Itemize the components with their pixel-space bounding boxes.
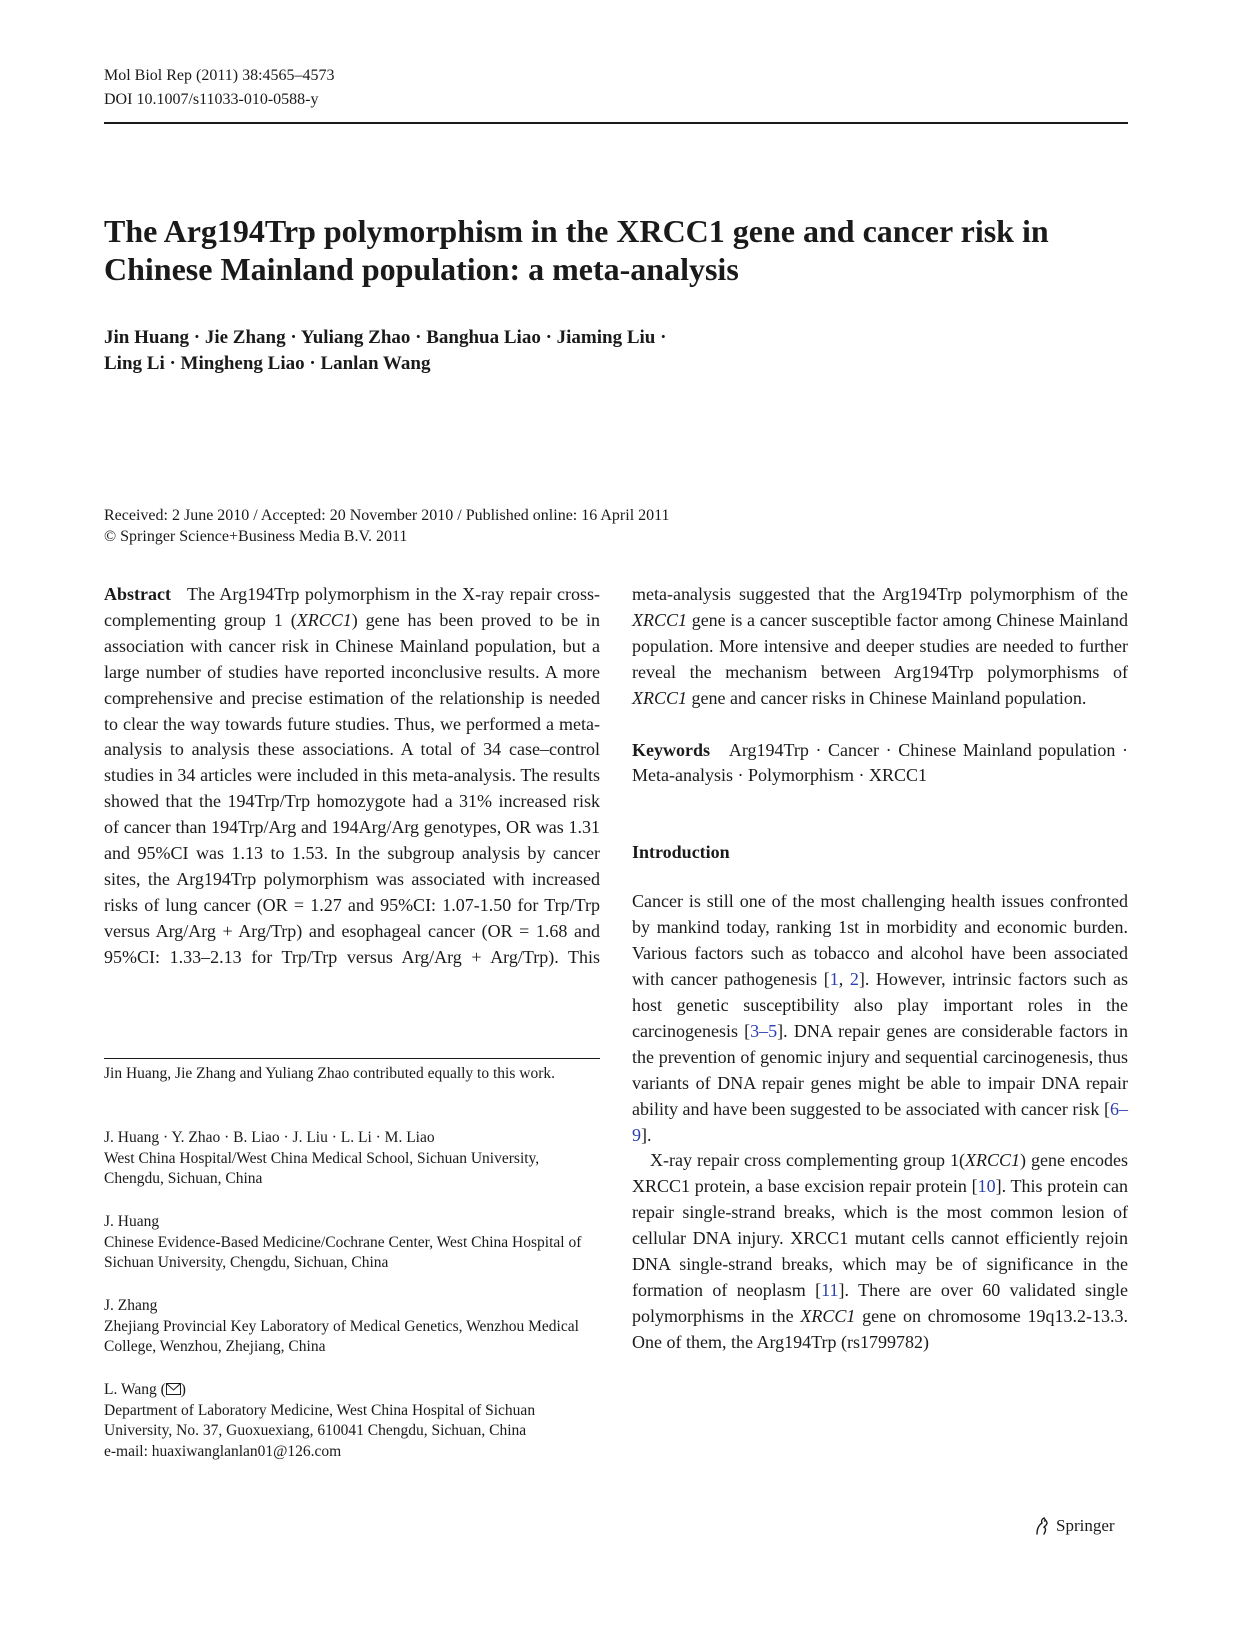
gene-name: XRCC1 (800, 1305, 856, 1326)
springer-horse-icon (1032, 1516, 1052, 1536)
keywords: Keywords Arg194Trp · Cancer · Chinese Mainland population · Meta-analysis · Polymorphism · XRCC1 (632, 739, 1128, 786)
left-column (104, 582, 600, 971)
header-rule (104, 122, 1128, 124)
gene-name: XRCC1 (296, 609, 352, 630)
affiliation: J. Zhang Zhejiang Provincial Key Laboratory of Medical Genetics, Wenzhou Medical College, Wenzhou, Zhejiang, China (104, 1297, 579, 1355)
right-column (632, 582, 1128, 1356)
doi: DOI 10.1007/s11033-010-0588-y (104, 91, 319, 108)
citation-link[interactable]: 1 (829, 969, 839, 990)
abstract-label: Abstract (104, 584, 171, 604)
citation-link[interactable]: 10 (977, 1176, 996, 1197)
abstract-continued (632, 582, 1128, 712)
affiliation: J. Huang Chinese Evidence-Based Medicine/Cochrane Center, West China Hospital of Sichuan University, Chengdu, Sichuan, China (104, 1213, 582, 1271)
affiliation: J. Huang · Y. Zhao · B. Liao · J. Liu · L. Li · M. Liao West China Hospital/West China Medical School, Sichuan University, Chengdu, Sichuan, China (104, 1129, 540, 1187)
envelope-icon (166, 1383, 181, 1395)
journal-reference: Mol Biol Rep (2011) 38:4565–4573 (104, 67, 335, 84)
publisher-logo (1032, 1515, 1115, 1537)
citation-link[interactable]: 6–9 (632, 1098, 1128, 1145)
history-dates: Received: 2 June 2010 / Accepted: 20 November 2010 / Published online: 16 April 2011 (104, 507, 670, 524)
email: e-mail: huaxiwanglanlan01@126.com (104, 1442, 342, 1460)
publication-dates (104, 505, 670, 547)
introduction-heading: Introduction (632, 842, 730, 863)
correspondence-affiliation: L. Wang ( ) Department of Laboratory Medicine, West China Hospital of Sichuan University, No. 37, Guoxuexiang, 610041 Chengdu, Sichuan, China e-mail: huaxiwanglanlan01@126.com (104, 1380, 600, 1462)
abstract-text: gene is a cancer susceptible factor among Chinese Mainland population. More intensive and deeper studies are needed to further reveal the mechanism between Arg194Trp polymorphisms of (632, 609, 1128, 682)
gene-name: XRCC1 (965, 1150, 1021, 1171)
article-title: The Arg194Trp polymorphism in the XRCC1 gene and cancer risk in Chinese Mainland population: a meta-analysis (104, 213, 1049, 287)
citation-link[interactable]: 11 (821, 1279, 839, 1300)
equal-contribution-note: Jin Huang, Jie Zhang and Yuliang Zhao contributed equally to this work. (104, 1065, 555, 1082)
citation-link[interactable]: 3–5 (750, 1020, 778, 1041)
author-list: Jin Huang · Jie Zhang · Yuliang Zhao · Banghua Liao · Jiaming Liu · Ling Li · Mingheng Liao · Lanlan Wang (104, 327, 667, 374)
footnote-rule (104, 1058, 600, 1059)
gene-name: XRCC1 (632, 687, 688, 708)
keywords-label: Keywords (632, 739, 710, 760)
introduction-paragraph: X-ray repair cross complementing group 1(XRCC1) gene encodes XRCC1 protein, a base excision repair protein [10]. This protein can repair single-strand breaks, which is the most common lesion of cellular DNA injury. XRCC1 mutant cells cannot efficiently rejoin DNA single-strand breaks, which may be of significance in the formation of neoplasm [11]. There are over 60 validated single polymorphisms in the XRCC1 gene on chromosome 19q13.2-13.3. One of them, the Arg194Trp (rs1799782) (632, 1150, 1129, 1352)
abstract-text: meta-analysis suggested that the Arg194Trp polymorphism of the (632, 584, 1128, 604)
citation-link[interactable]: 2 (849, 969, 859, 990)
abstract-text: gene and cancer risks in Chinese Mainland population. (687, 687, 1087, 708)
copyright: © Springer Science+Business Media B.V. 2011 (104, 528, 408, 545)
introduction-paragraph: Cancer is still one of the most challenging health issues confronted by mankind today, ranking 1st in morbidity and economic burden. Various factors such as tobacco and alcohol have been associated with cancer pathogenesis [1, 2]. However, intrinsic factors such as host genetic susceptibility also play important roles in the carcinogenesis [3–5]. DNA repair genes are considerable factors in the prevention of genomic injury and sequential carcinogenesis, thus variants of DNA repair genes might be able to impair DNA repair ability and have been suggested to be associated with cancer risk [6–9]. (632, 891, 1129, 1145)
publisher-name: Springer (1056, 1516, 1115, 1535)
gene-name: XRCC1 (632, 609, 688, 630)
abstract: Abstract The Arg194Trp polymorphism in the X-ray repair cross-complementing group 1 (XRCC1) gene has been proved to be in association with cancer risk in Chinese Mainland population, but a large number of studies have reported inconclusive results. A more comprehensive and precise estimation of the relationship is needed to clear the way towards future studies. Thus, we performed a meta-analysis to analysis these associations. A total of 34 case–control studies in 34 articles were included in this meta-analysis. The results showed that the 194Trp/Trp homozygote had a 31% increased risk of cancer than 194Trp/Arg and 194Arg/Arg genotypes, OR was 1.31 and 95%CI was 1.13 to 1.53. In the subgroup analysis by cancer sites, the Arg194Trp polymorphism was associated with increased risks of lung cancer (OR = 1.27 and 95%CI: 1.07-1.50 for Trp/Trp versus Arg/Arg + Arg/Trp) and esophageal cancer (OR = 1.68 and 95%CI: 1.33–2.13 for Trp/Trp versus Arg/Arg + Arg/Trp). This (104, 584, 601, 967)
